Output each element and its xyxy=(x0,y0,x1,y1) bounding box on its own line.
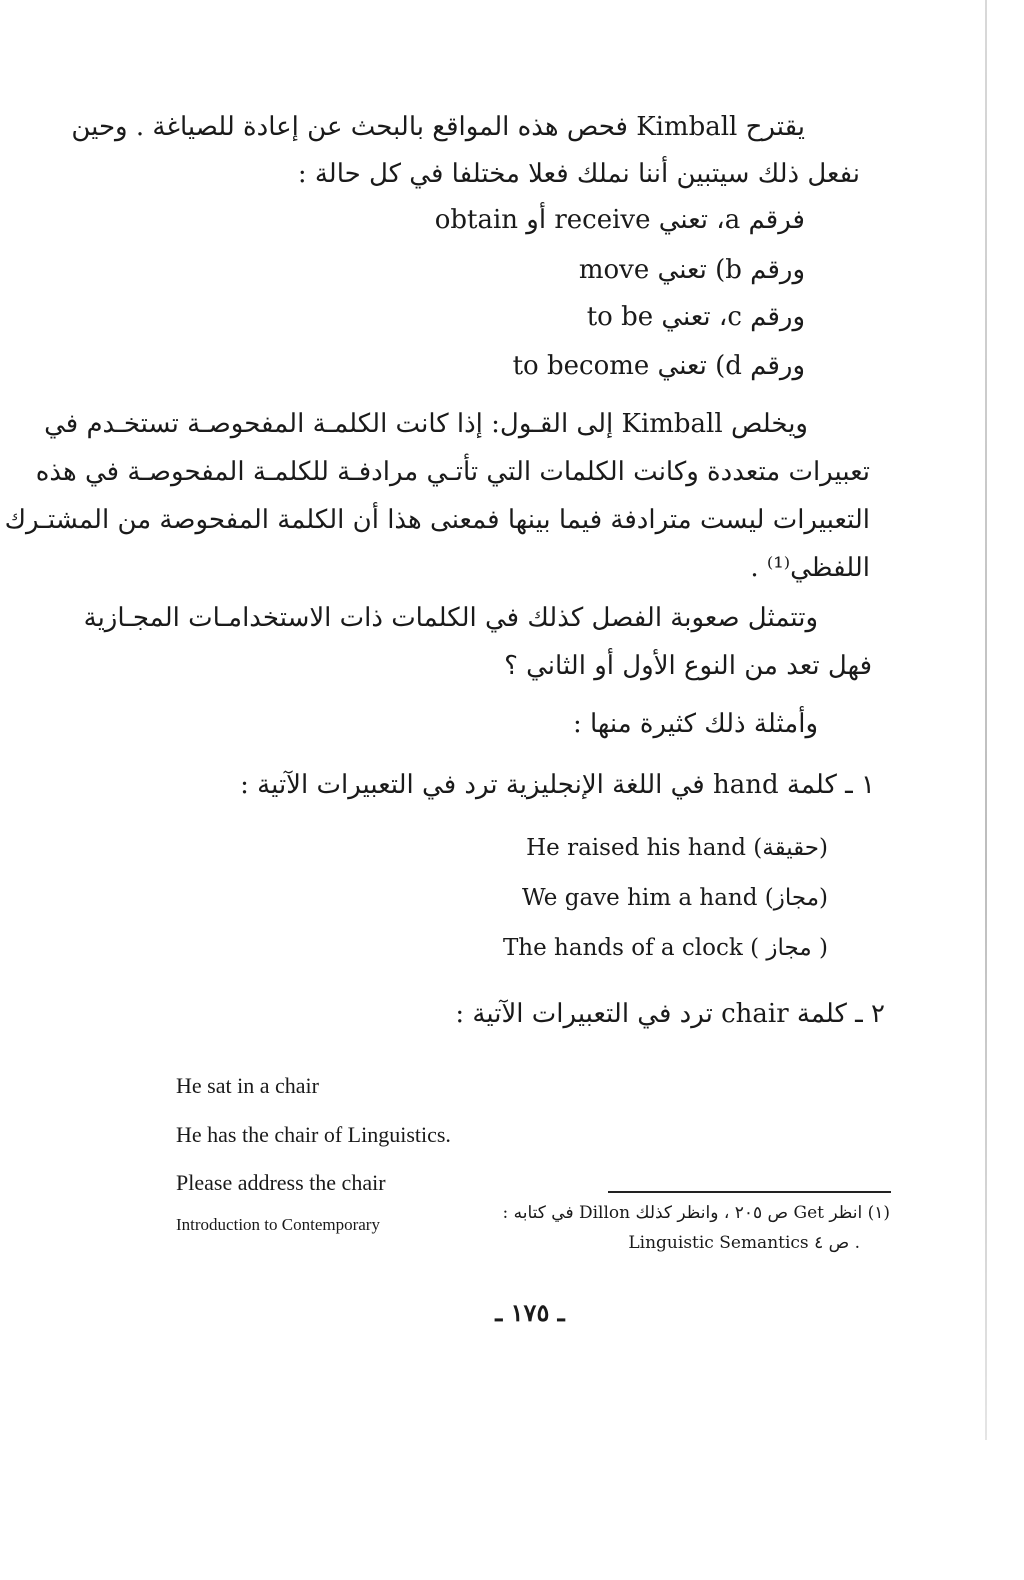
paragraph-2-line-3: التعبيرات ليست مترادفة فيما بينها فمعنى هذا أن الكلمة المفحوصة من المشتـرك xyxy=(4,505,870,535)
item-2-heading: ٢ ـ كلمة chair ترد في التعبيرات الآتية : xyxy=(455,999,885,1029)
list-item-a: فرقم a، تعني receive أو obtain xyxy=(434,205,805,235)
list-item-d: ورقم d) تعني to become xyxy=(512,351,805,381)
paragraph-1-line-2: نفعل ذلك سيتبين أننا نملك فعلا مختلفا في كل حالة : xyxy=(297,159,860,189)
paragraph-4: وأمثلة ذلك كثيرة منها : xyxy=(572,709,818,739)
footnote-rule xyxy=(608,1191,891,1193)
page-number: ـ ١٧٥ ـ xyxy=(495,1298,565,1327)
item-1-heading: ١ ـ كلمة hand في اللغة الإنجليزية ترد في التعبيرات الآتية : xyxy=(240,770,875,800)
page-edge xyxy=(985,0,987,1440)
chair-example-3: Please address the chair xyxy=(176,1170,386,1195)
paragraph-2-line-2: تعبيرات متعددة وكانت الكلمات التي تأتـي مرادفـة للكلمـة المفحوصـة في هذه xyxy=(35,457,870,487)
paragraph-1-line-1: يقترح Kimball فحص هذه المواقع بالبحث عن إعادة للصياغة . وحين xyxy=(71,112,805,142)
footnote-line-1: (١) انظر Get ص ٢٠٥ ، وانظر كذلك Dillon في كتابه : xyxy=(502,1203,890,1223)
list-item-c: ورقم c، تعني to be xyxy=(586,302,805,332)
footnote-line-2: Linguistic Semantics ص ٤ . xyxy=(628,1233,860,1253)
hand-example-3: ( مجاز ) The hands of a clock xyxy=(502,935,828,961)
chair-example-2: He has the chair of Linguistics. xyxy=(176,1122,451,1147)
chair-example-1: He sat in a chair xyxy=(176,1073,319,1098)
paragraph-3-line-1: وتتمثل صعوبة الفصل كذلك في الكلمات ذات الاستخدامـات المجـازية xyxy=(83,603,818,633)
paragraph-3-line-2: فهل تعد من النوع الأول أو الثاني ؟ xyxy=(504,651,872,681)
paragraph-2-line-4: اللفظي⁽¹⁾ . xyxy=(750,553,870,583)
paragraph-2-line-1: ويخلص Kimball إلى القـول: إذا كانت الكلمـة المفحوصـة تستخـدم في xyxy=(44,409,808,439)
hand-example-1: (حقيقة) He raised his hand xyxy=(526,835,828,861)
hand-example-2: (مجاز) We gave him a hand xyxy=(522,885,828,911)
footnote-line-1-english: Introduction to Contemporary xyxy=(176,1215,380,1234)
list-item-b: ورقم b) تعني move xyxy=(578,255,805,285)
